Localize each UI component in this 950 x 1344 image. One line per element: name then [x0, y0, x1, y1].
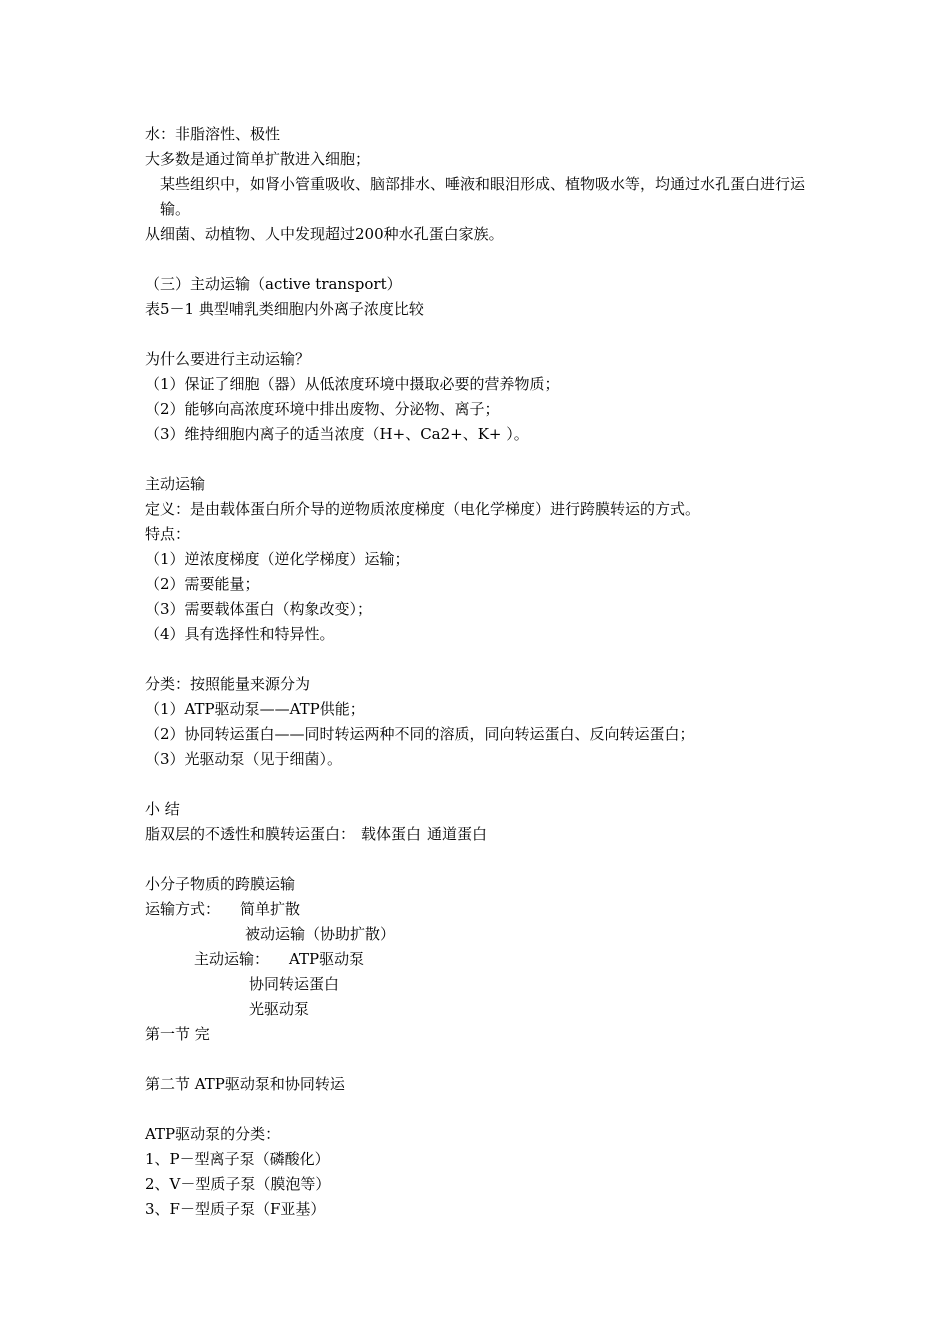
definition-heading: 主动运输: [145, 475, 206, 493]
atp-pump-class-label: ATP驱动泵的分类：: [145, 1125, 281, 1143]
spacer: [145, 322, 825, 347]
atp-pump: ATP驱动泵: [289, 950, 365, 968]
atp-pump-type-1: 1、P－型离子泵（磷酸化）: [145, 1150, 330, 1168]
active-transport-heading: （三）主动运输（active transport）: [145, 275, 402, 293]
classification-label: 分类：按照能量来源分为: [145, 675, 311, 693]
spacer: [145, 1047, 825, 1072]
water-line-3: 从细菌、动植物、人中发现超过200种水孔蛋白家族。: [145, 225, 504, 243]
cotransport-protein: 协同转运蛋白: [249, 975, 340, 993]
atp-pump-type-2: 2、V－型质子泵（膜泡等）: [145, 1175, 331, 1193]
features-label: 特点：: [145, 525, 191, 543]
feature-item-3: （3）需要载体蛋白（构象改变）；: [145, 600, 373, 618]
simple-diffusion: 简单扩散: [240, 900, 301, 918]
summary-carrier-protein: 载体蛋白: [361, 825, 422, 843]
summary-channel-protein: 通道蛋白: [427, 825, 488, 843]
transport-mode-label: 运输方式：: [145, 900, 221, 918]
spacer: [145, 772, 825, 797]
spacer: [145, 247, 825, 272]
document-body: [145, 122, 825, 1222]
classification-item-1: （1）ATP驱动泵——ATP供能；: [145, 700, 365, 718]
active-transport-line: [145, 947, 825, 972]
small-molecule-heading: 小分子物质的跨膜运输: [145, 875, 296, 893]
definition-text: 定义：是由载体蛋白所介导的逆物质浓度梯度（电化学梯度）进行跨膜转运的方式。: [145, 500, 701, 518]
section2-heading: 第二节 ATP驱动泵和协同转运: [145, 1075, 345, 1093]
why-item-1: （1）保证了细胞（器）从低浓度环境中摄取必要的营养物质；: [145, 375, 560, 393]
feature-item-4: （4）具有选择性和特异性。: [145, 625, 335, 643]
transport-mode-line: [145, 897, 825, 922]
table-caption: 表5－1 典型哺乳类细胞内外离子浓度比较: [145, 300, 424, 318]
atp-pump-type-3: 3、F－型质子泵（F亚基）: [145, 1200, 326, 1218]
why-item-3: （3）维持细胞内离子的适当浓度（H+、Ca2+、K+ ）。: [145, 425, 529, 443]
active-transport-label: 主动运输：: [194, 950, 270, 968]
spacer: [145, 447, 825, 472]
classification-item-2: （2）协同转运蛋白——同时转运两种不同的溶质，同向转运蛋白、反向转运蛋白；: [145, 725, 695, 743]
passive-transport: 被动运输（协助扩散）: [245, 925, 396, 943]
spacer: [145, 647, 825, 672]
feature-item-2: （2）需要能量；: [145, 575, 260, 593]
section-end: 第一节 完: [145, 1025, 210, 1043]
light-driven-pump: 光驱动泵: [249, 1000, 310, 1018]
water-line-1: 大多数是通过简单扩散进入细胞；: [145, 150, 371, 168]
spacer: [145, 847, 825, 872]
why-question: 为什么要进行主动运输？: [145, 350, 311, 368]
water-line-2: 某些组织中，如肾小管重吸收、脑部排水、唾液和眼泪形成、植物吸水等，均通过水孔蛋白进行运输。: [160, 175, 806, 218]
spacer: [145, 1097, 825, 1122]
summary-membrane-line: [145, 822, 825, 847]
feature-item-1: （1）逆浓度梯度（逆化学梯度）运输；: [145, 550, 410, 568]
summary-membrane-text: 脂双层的不透性和膜转运蛋白：: [145, 825, 356, 843]
water-title: 水：非脂溶性、极性: [145, 125, 281, 143]
why-item-2: （2）能够向高浓度环境中排出废物、分泌物、离子；: [145, 400, 500, 418]
classification-item-3: （3）光驱动泵（见于细菌）。: [145, 750, 343, 768]
summary-heading: 小 结: [145, 800, 180, 818]
